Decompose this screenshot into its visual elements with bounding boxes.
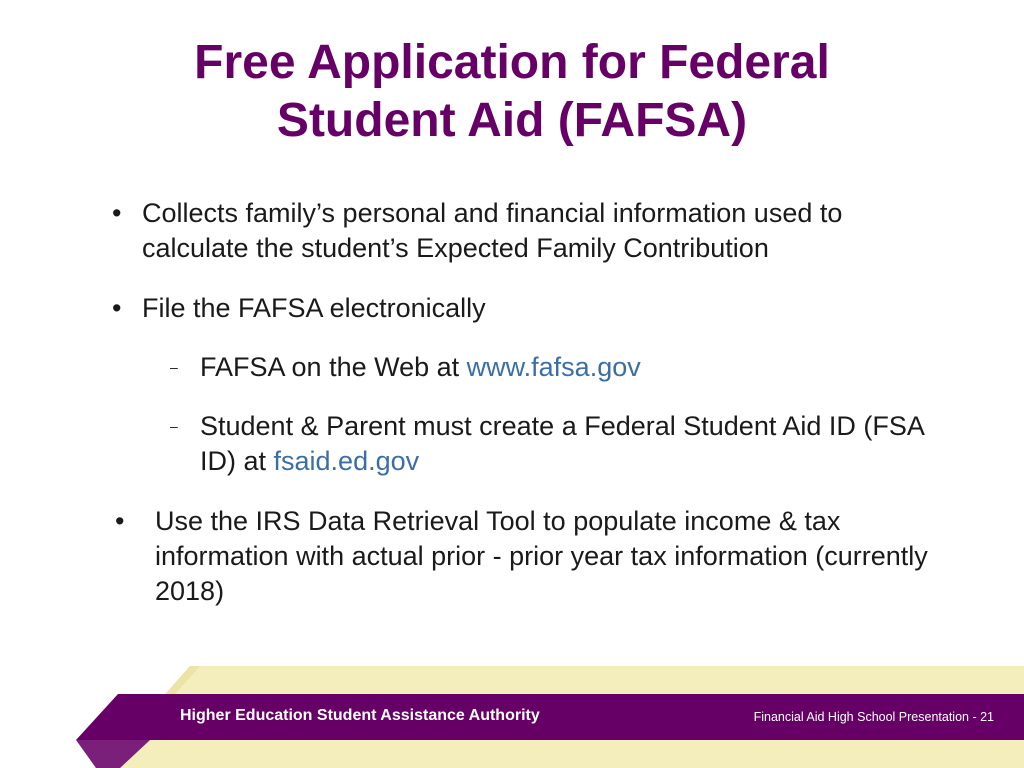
- footer-presentation-label: Financial Aid High School Presentation - 21: [753, 710, 994, 724]
- bullet-item-3: [115, 504, 935, 609]
- fafsa-link[interactable]: www.fafsa.gov: [466, 352, 641, 382]
- sub-bullet-item-2: [170, 409, 950, 479]
- bullet-text: File the FAFSA electronically: [142, 293, 486, 323]
- bullet-text: Use the IRS Data Retrieval Tool to populate income & tax information with actual prior - prior year tax information (currently 2018): [155, 506, 928, 606]
- slide-title-line-2: Student Aid (FAFSA): [276, 94, 748, 147]
- sub-bullet-text-prefix: FAFSA on the Web at: [200, 352, 467, 382]
- sub-bullet-text: [200, 350, 950, 385]
- slide-title: [0, 34, 1024, 150]
- bullet-mark: •: [112, 293, 122, 323]
- footer-organization: Higher Education Student Assistance Authority: [180, 707, 540, 724]
- sub-bullet-item-1: [170, 350, 950, 385]
- bullet-item-2: [112, 291, 932, 326]
- dash-mark: –: [170, 418, 178, 434]
- sub-bullet-text: [200, 409, 950, 479]
- sub-bullet-text-prefix: Student & Parent must create a Federal Student Aid ID (FSA ID) at: [200, 411, 924, 476]
- bullet-mark: •: [112, 198, 122, 228]
- bullet-item-1: [112, 196, 932, 266]
- bullet-text: Collects family’s personal and financial information used to calculate the student’s Expected Family Contribution: [142, 198, 843, 263]
- fsaid-link[interactable]: fsaid.ed.gov: [273, 446, 420, 476]
- dash-mark: –: [170, 359, 178, 375]
- bullet-mark: •: [115, 506, 125, 536]
- slide-title-line-1: Free Application for Federal: [194, 36, 830, 89]
